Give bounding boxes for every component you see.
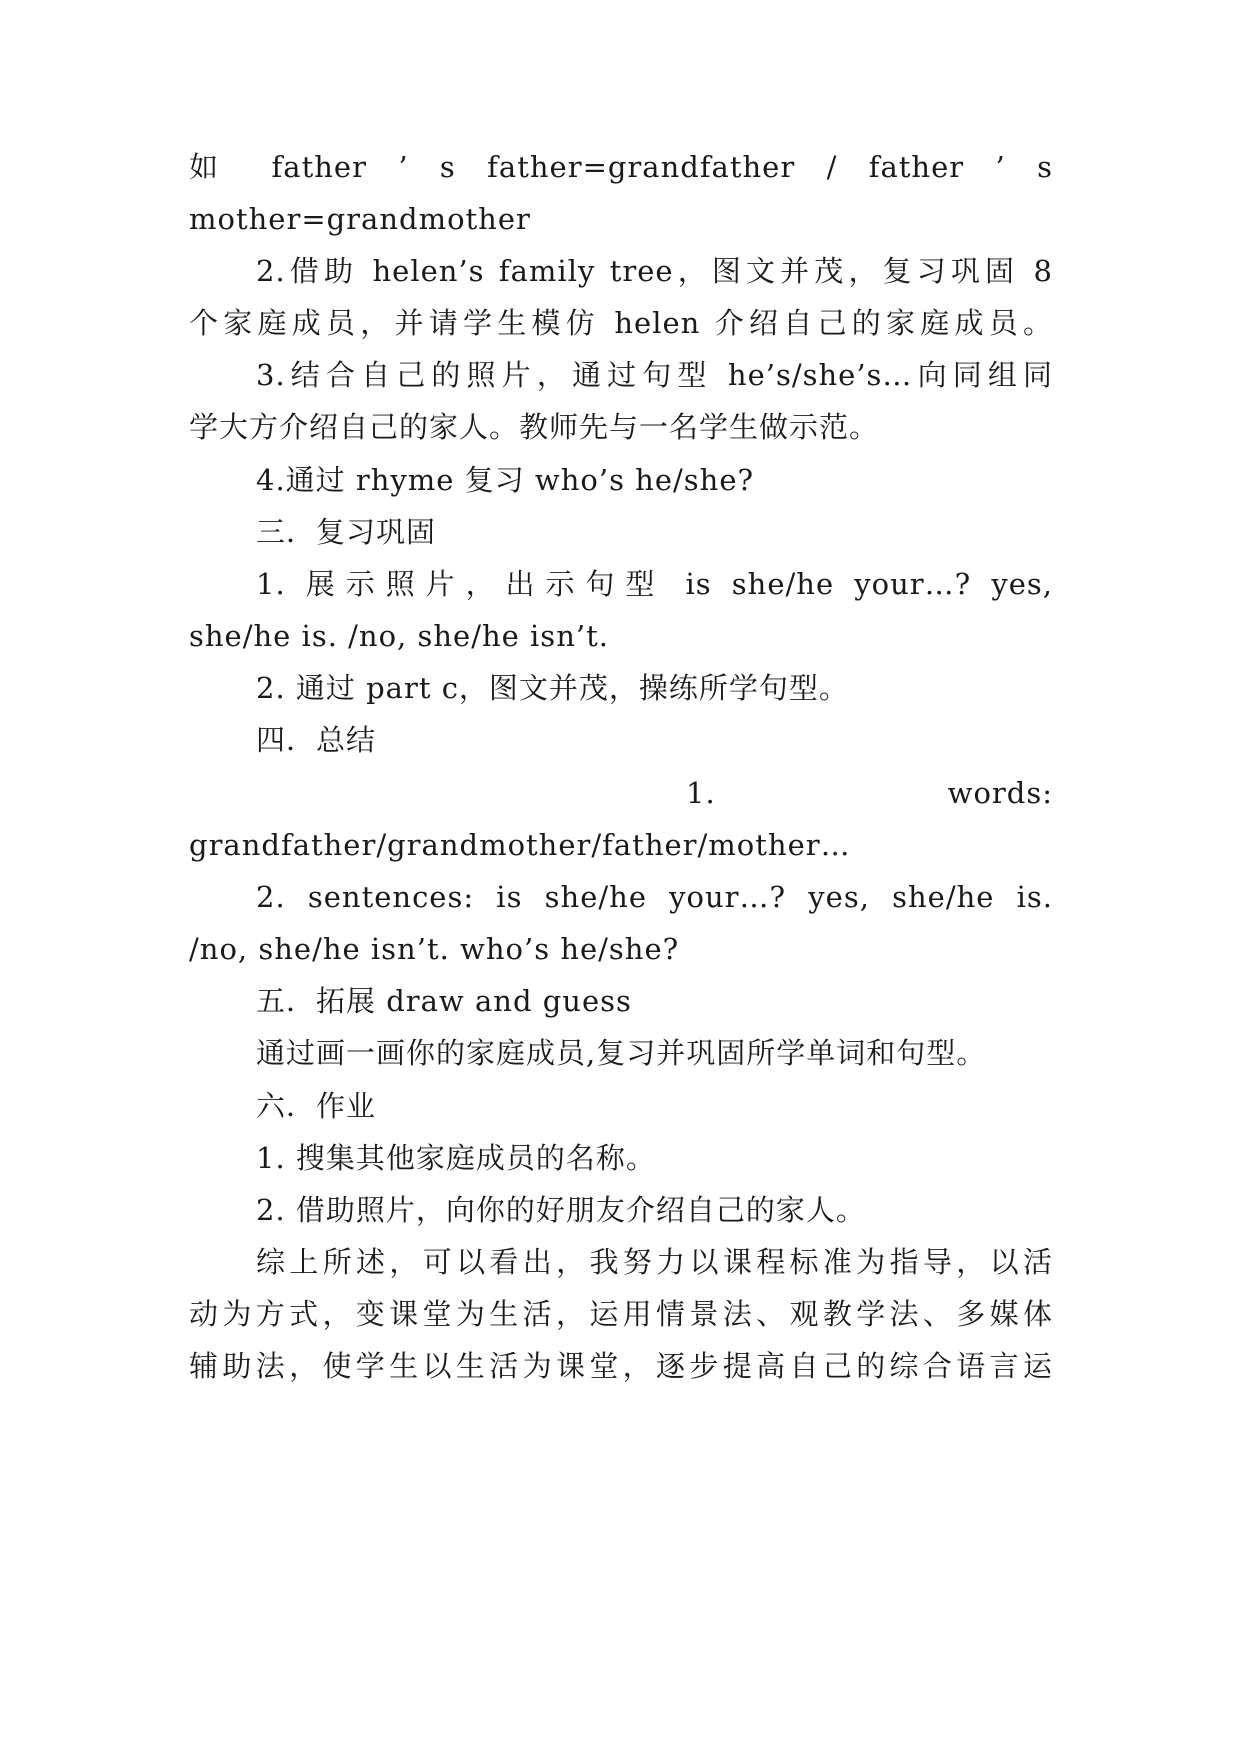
text-line-5: 3.结合自己的照片，通过句型 he’s/she’s…向同组同 [256,358,1053,392]
text-line-6: 学大方介绍自己的家人。教师先与一名学生做示范。 [189,410,880,444]
section-heading-summary: 四．总结 [256,723,377,757]
text-line-4: 个家庭成员，并请学生模仿 helen 介绍自己的家庭成员。 [189,306,1053,340]
text-line-16: /no, she/he isn’t. who’s he/she? [189,932,680,966]
text-line-13: 1. words: [686,776,1053,810]
section-heading-review: 三．复习巩固 [256,515,437,549]
text-line-21: 2. 借助照片，向你的好朋友介绍自己的家人。 [256,1193,866,1227]
section-heading-homework: 六．作业 [256,1089,377,1123]
text-line-7: 4.通过 rhyme 复习 who’s he/she? [256,463,755,497]
text-line-10: she/he is. /no, she/he isn’t. [189,619,609,653]
text-line-23: 动为方式，变课堂为生活，运用情景法、观教学法、多媒体 [189,1297,1053,1331]
text-line-20: 1. 搜集其他家庭成员的名称。 [256,1141,656,1175]
text-line-24: 辅助法，使学生以生活为课堂，逐步提高自己的综合语言运 [189,1349,1053,1383]
text-line-9: 1. 展示照片，出示句型 is she/he your…? yes, [256,567,1053,601]
text-line-2: mother=grandmother [189,202,531,236]
text-line-14: grandfather/grandmother/father/mother… [189,828,851,862]
text-line-1: 如 father ’ s father=grandfather / father ’ s [189,150,1053,184]
text-line-22: 综上所述，可以看出，我努力以课程标准为指导，以活 [256,1245,1053,1279]
text-line-11: 2. 通过 part c，图文并茂，操练所学句型。 [256,671,849,705]
text-line-3: 2.借助 helen’s family tree，图文并茂，复习巩固 8 [256,254,1053,288]
text-line-15: 2. sentences: is she/he your…? yes, she/he is. [256,880,1053,914]
text-line-18: 通过画一画你的家庭成员,复习并巩固所学单词和句型。 [256,1036,987,1070]
section-heading-extension: 五．拓展 draw and guess [256,984,632,1018]
